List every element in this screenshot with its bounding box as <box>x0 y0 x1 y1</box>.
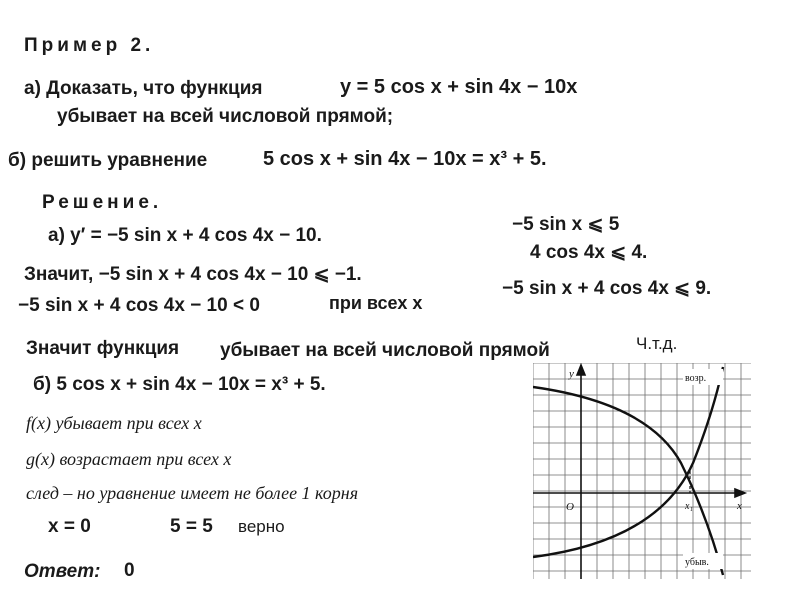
example-heading: Пример 2. <box>24 35 155 56</box>
one-root-note: след – но уравнение имеет не более 1 корня <box>26 483 359 503</box>
decreasing-curve <box>533 387 723 575</box>
f-decreasing-note: f(x) убывает при всех x <box>26 413 202 433</box>
y-axis-arrow <box>577 365 585 375</box>
bound-sum: −5 sin x + 4 cos 4x ⩽ 9. <box>502 278 712 299</box>
for-all-x: при всех x <box>329 293 423 313</box>
strict-inequality: −5 sin x + 4 cos 4x − 10 < 0 <box>18 295 260 316</box>
solution-a-derivative: а) y′ = −5 sin x + 4 cos 4x − 10. <box>48 225 322 246</box>
decreasing-label: убыв. <box>685 557 709 568</box>
conclusion2-end: убывает на всей числовой прямой <box>220 340 550 361</box>
bound-sin: −5 sin x ⩽ 5 <box>512 214 620 235</box>
answer-label: Ответ: <box>24 561 101 582</box>
part-b-equation: 5 cos x + sin 4x − 10x = x³ + 5. <box>263 148 547 170</box>
y-axis-label: y <box>569 368 574 380</box>
increasing-curve <box>533 367 723 557</box>
graph-grid <box>533 363 751 579</box>
solution-b-equation: б) 5 cos x + sin 4x − 10x = x³ + 5. <box>33 374 326 395</box>
g-increasing-note: g(x) возрастает при всех x <box>26 449 232 469</box>
conclusion-le-minus-one: Значит, −5 sin x + 4 cos 4x − 10 ⩽ −1. <box>24 264 362 285</box>
function-graph <box>533 363 751 579</box>
answer-value: 0 <box>124 560 135 581</box>
x-equals-zero: x = 0 <box>48 516 91 537</box>
check-equality: 5 = 5 <box>170 516 213 537</box>
x1-label: x₁ <box>685 501 693 512</box>
part-a-line2: убывает на всей числовой прямой; <box>57 106 394 127</box>
part-b-label: б) решить уравнение <box>8 150 208 171</box>
part-a-label: а) Доказать, что функция <box>24 78 263 99</box>
increasing-label: возр. <box>685 373 707 384</box>
bound-cos: 4 cos 4x ⩽ 4. <box>530 242 648 263</box>
part-a-function: y = 5 cos x + sin 4x − 10x <box>340 76 578 98</box>
x-axis-arrow <box>735 489 745 497</box>
origin-label: O <box>566 501 574 513</box>
solution-heading: Решение. <box>42 192 163 213</box>
conclusion2-start: Значит функция <box>26 338 180 359</box>
check-correct: верно <box>238 517 285 536</box>
qed-mark: Ч.т.д. <box>636 334 678 353</box>
x-axis-label: x <box>737 500 742 512</box>
